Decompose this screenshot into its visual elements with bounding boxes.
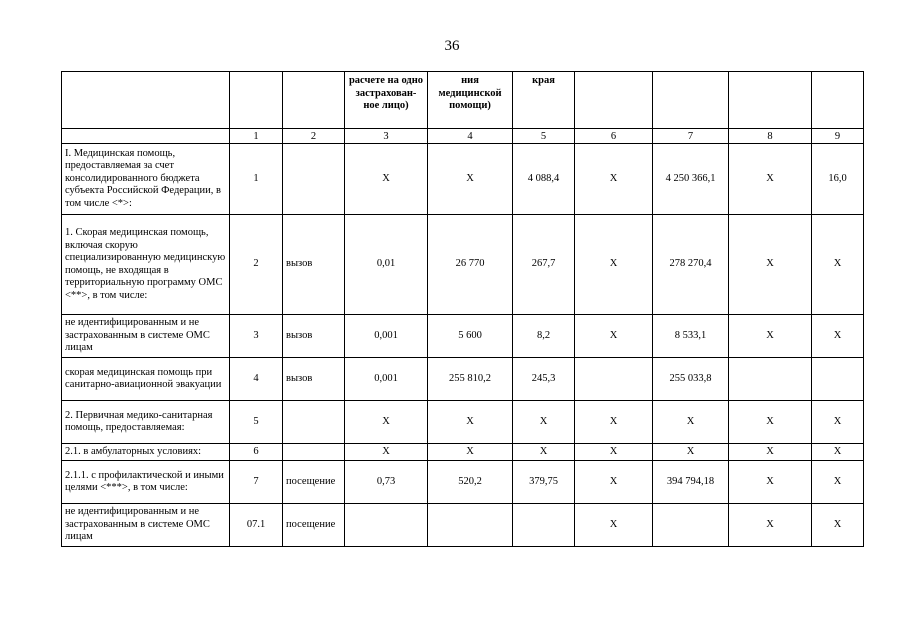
table-row [62,444,864,461]
row-cell: 394 794,18 [653,461,729,504]
row-cell: 255 810,2 [428,358,513,401]
row-cell: 8 533,1 [653,315,729,358]
column-number-empty [62,129,230,144]
header-cell-3: расчете на одно застрахован-ное лицо) [345,72,428,129]
row-number: 5 [230,401,283,444]
row-cell: X [428,444,513,461]
row-name: не идентифицированным и не застрахованным в системе ОМС лицам [62,315,230,358]
row-cell: X [345,401,428,444]
row-number: 7 [230,461,283,504]
row-cell [729,358,812,401]
row-cell [513,504,575,547]
row-cell: X [812,444,864,461]
row-cell: X [345,444,428,461]
row-unit: вызов [283,358,345,401]
column-number: 8 [729,129,812,144]
header-cell-8 [729,72,812,129]
row-cell: 267,7 [513,215,575,315]
row-cell: X [575,315,653,358]
row-cell: X [428,401,513,444]
row-cell: X [729,144,812,215]
row-cell: X [729,315,812,358]
column-number: 7 [653,129,729,144]
row-cell: X [513,444,575,461]
column-number: 5 [513,129,575,144]
header-cell-1 [230,72,283,129]
row-cell: X [575,444,653,461]
row-number: 4 [230,358,283,401]
page-number: 36 [444,38,460,54]
column-number: 3 [345,129,428,144]
table-row [62,461,864,504]
header-cell-2 [283,72,345,129]
row-cell [575,358,653,401]
row-cell: X [575,215,653,315]
row-cell: X [575,401,653,444]
row-cell: 255 033,8 [653,358,729,401]
row-cell [653,504,729,547]
row-cell: 8,2 [513,315,575,358]
row-cell: X [812,315,864,358]
header-row [62,72,864,129]
row-cell: 0,001 [345,358,428,401]
column-number: 2 [283,129,345,144]
row-cell: X [729,444,812,461]
column-number: 4 [428,129,513,144]
row-cell: X [812,461,864,504]
row-cell: X [575,461,653,504]
row-cell: 16,0 [812,144,864,215]
table-row [62,504,864,547]
row-unit: вызов [283,315,345,358]
table-row [62,401,864,444]
row-cell: X [729,504,812,547]
row-unit [283,144,345,215]
row-cell: X [653,444,729,461]
row-name: 2. Первичная медико-санитарная помощь, предоставляемая: [62,401,230,444]
row-number: 2 [230,215,283,315]
header-cell-name [62,72,230,129]
row-unit [283,444,345,461]
row-cell: X [729,215,812,315]
row-cell: 379,75 [513,461,575,504]
row-number: 1 [230,144,283,215]
row-cell: X [729,461,812,504]
header-cell-4: ния медицинской помощи) [428,72,513,129]
row-name: 2.1. в амбулаторных условиях: [62,444,230,461]
row-unit: вызов [283,215,345,315]
header-cell-6 [575,72,653,129]
row-cell: 5 600 [428,315,513,358]
row-cell: X [812,504,864,547]
row-cell: 520,2 [428,461,513,504]
row-cell: 0,001 [345,315,428,358]
row-cell [428,504,513,547]
row-number: 07.1 [230,504,283,547]
row-cell: 4 088,4 [513,144,575,215]
row-number: 3 [230,315,283,358]
row-name: I. Медицинская помощь, предоставляемая за счет консолидированного бюджета субъекта Российской Федерации, в том числе <*>: [62,144,230,215]
row-cell: 0,73 [345,461,428,504]
budget-table [61,71,864,547]
row-cell: 4 250 366,1 [653,144,729,215]
table-row [62,144,864,215]
row-name: 2.1.1. с профилактической и иными целями <***>, в том числе: [62,461,230,504]
row-number: 6 [230,444,283,461]
row-cell: X [653,401,729,444]
row-cell: 278 270,4 [653,215,729,315]
row-name: 1. Скорая медицинская помощь, включая скорую специализированную медицинскую помощь, не входящая в территориальную программу ОМС <**>, в том числе: [62,215,230,315]
row-name: не идентифицированным и не застрахованным в системе ОМС лицам [62,504,230,547]
row-unit: посещение [283,461,345,504]
table-row [62,215,864,315]
row-cell: X [812,401,864,444]
header-cell-9 [812,72,864,129]
column-number-row [62,129,864,144]
row-cell: X [428,144,513,215]
row-cell: X [812,215,864,315]
header-cell-5: края [513,72,575,129]
row-cell: 0,01 [345,215,428,315]
row-cell: X [513,401,575,444]
column-number: 6 [575,129,653,144]
row-cell: X [575,504,653,547]
table-row [62,315,864,358]
row-cell: X [345,144,428,215]
row-cell: 245,3 [513,358,575,401]
row-cell [812,358,864,401]
column-number: 9 [812,129,864,144]
row-cell: X [729,401,812,444]
row-cell [345,504,428,547]
row-unit [283,401,345,444]
table-row [62,358,864,401]
row-cell: 26 770 [428,215,513,315]
row-name: скорая медицинская помощь при санитарно-авиационной эвакуации [62,358,230,401]
row-unit: посещение [283,504,345,547]
row-cell: X [575,144,653,215]
column-number: 1 [230,129,283,144]
header-cell-7 [653,72,729,129]
